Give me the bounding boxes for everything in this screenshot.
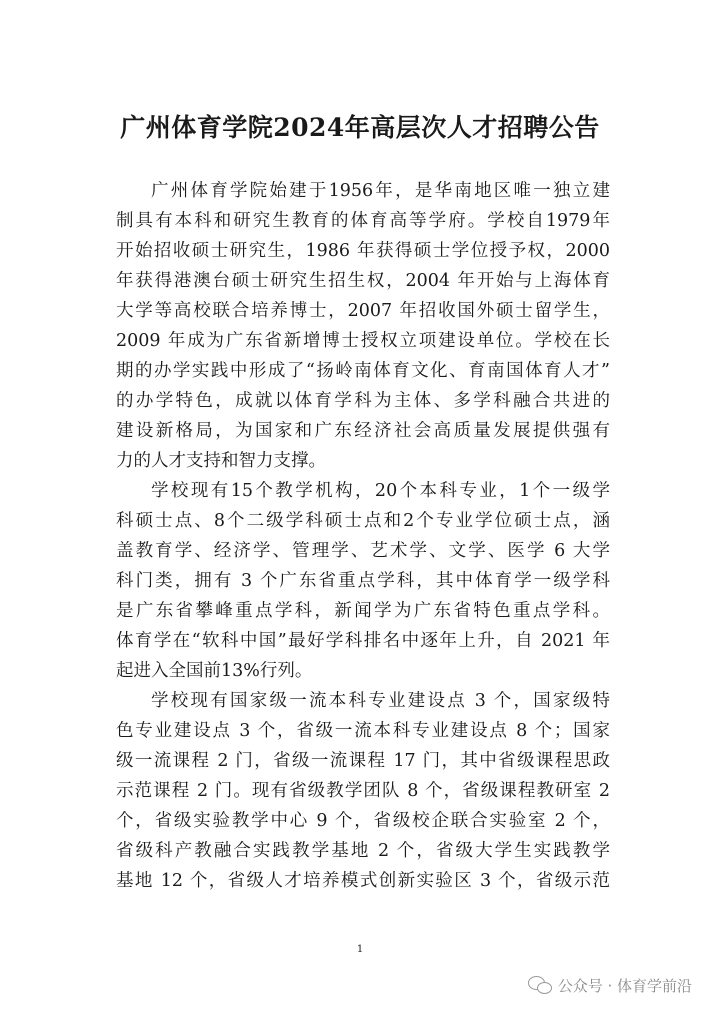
- text-line: 盖教育学、经济学、管理学、艺术学、文学、医学 6 大学: [116, 541, 610, 561]
- text-line: 个，省级实验教学中心 9 个，省级校企联合实验室 2 个，: [116, 811, 610, 831]
- text-line: 起进入全国前13%行列。: [116, 661, 313, 681]
- text-line: 广州体育学院始建于1956年，是华南地区唯一独立建: [151, 181, 610, 201]
- text-line: 年获得港澳台硕士研究生招生权，2004 年开始与上海体育: [116, 271, 610, 291]
- text-line: 2009 年成为广东省新增博士授权立项建设单位。学校在长: [116, 331, 610, 351]
- text-line: 开始招收硕士研究生，1986 年获得硕士学位授予权，2000: [116, 241, 610, 261]
- watermark-text: 公众号 · 体育学前沿: [557, 977, 692, 995]
- text-line: 建设新格局，为国家和广东经济社会高质量发展提供强有: [116, 421, 610, 441]
- wechat-icon: [528, 976, 552, 996]
- text-line: 力的人才支持和智力支撑。: [116, 451, 326, 471]
- document-body: [116, 176, 610, 896]
- text-line: 级一流课程 2 门，省级一流课程 17 门，其中省级课程思政: [116, 751, 610, 771]
- paragraph-history: [116, 176, 610, 476]
- paragraph-disciplines: [116, 476, 610, 686]
- page-number: 1: [356, 944, 364, 955]
- text-line: 示范课程 2 门。现有省级教学团队 8 个，省级课程教研室 2: [116, 781, 610, 801]
- wechat-watermark: [528, 975, 692, 996]
- text-line: 体育学在“软科中国”最好学科排名中逐年上升，自 2021 年: [116, 631, 610, 651]
- text-line: 学校现有国家级一流本科专业建设点 3 个，国家级特: [151, 691, 610, 711]
- document-title: 广州体育学院2024年高层次人才招聘公告: [120, 113, 600, 142]
- text-line: 期的办学实践中形成了“扬岭南体育文化、育南国体育人才”: [116, 361, 610, 381]
- paragraph-programs: [116, 686, 610, 896]
- text-line: 省级科产教融合实践教学基地 2 个，省级大学生实践教学: [116, 841, 610, 861]
- text-line: 制具有本科和研究生教育的体育高等学府。学校自1979年: [116, 211, 610, 231]
- text-line: 学校现有15个教学机构，20个本科专业，1个一级学: [151, 481, 610, 501]
- text-line: 大学等高校联合培养博士，2007 年招收国外硕士留学生，: [116, 301, 610, 321]
- text-line: 色专业建设点 3 个，省级一流本科专业建设点 8 个；国家: [116, 721, 610, 741]
- text-line: 是广东省攀峰重点学科，新闻学为广东省特色重点学科。: [116, 601, 610, 621]
- text-line: 基地 12 个，省级人才培养模式创新实验区 3 个，省级示范: [116, 871, 610, 891]
- text-line: 科门类，拥有 3 个广东省重点学科，其中体育学一级学科: [116, 571, 610, 591]
- text-line: 的办学特色，成就以体育学科为主体、多学科融合共进的: [116, 391, 610, 411]
- text-line: 科硕士点、8个二级学科硕士点和2个专业学位硕士点，涵: [116, 511, 610, 531]
